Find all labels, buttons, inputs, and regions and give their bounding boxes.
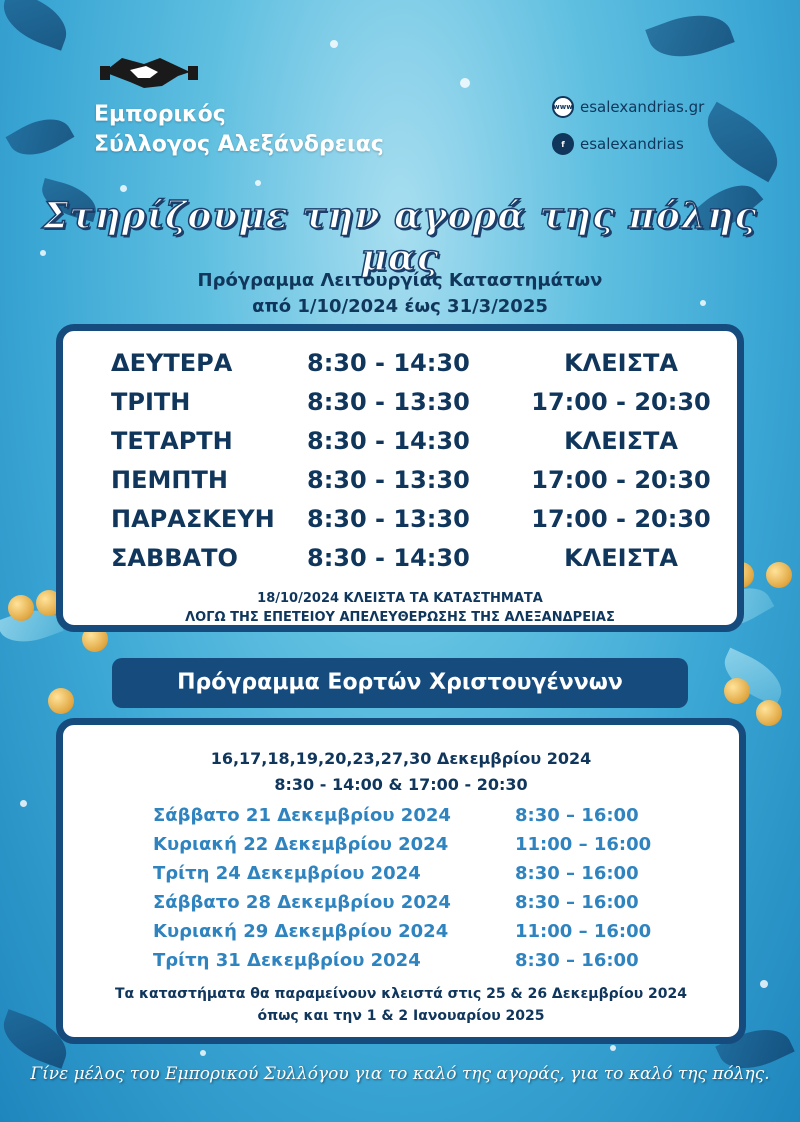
berry-decoration	[756, 700, 782, 726]
special-day-row	[153, 863, 673, 891]
morning-hours: 8:30 - 13:30	[307, 388, 470, 416]
special-day-hours: 11:00 – 16:00	[515, 921, 652, 942]
schedule-row-tuesday	[111, 388, 721, 426]
snowflake	[330, 40, 338, 48]
slogan: Στηρίζουμε την αγορά της πόλης μας	[42, 195, 758, 279]
snowflake	[460, 78, 470, 88]
facebook-icon: f	[552, 133, 574, 155]
snowflake	[200, 1050, 206, 1056]
closure-note-line2: ΛΟΓΩ ΤΗΣ ΕΠΕΤΕΙΟΥ ΑΠΕΛΕΥΘΕΡΩΣΗΣ ΤΗΣ ΑΛΕΞΑΝΔΡΕΙΑΣ	[185, 610, 615, 625]
closure-note-line1: 18/10/2024 ΚΛΕΙΣΤΑ ΤΑ ΚΑΤΑΣΤΗΜΑΤΑ	[257, 591, 543, 606]
schedule-row-friday	[111, 505, 721, 543]
berry-decoration	[8, 595, 34, 621]
day-label: ΣΑΒΒΑΤΟ	[111, 544, 238, 572]
schedule-title	[0, 268, 800, 320]
schedule-row-wednesday	[111, 427, 721, 465]
afternoon-hours: ΚΛΕΙΣΤΑ	[564, 544, 678, 572]
special-day-label: Σάββατο 28 Δεκεμβρίου 2024	[153, 892, 451, 913]
schedule-row-thursday	[111, 466, 721, 504]
special-day-hours: 8:30 – 16:00	[515, 805, 639, 826]
afternoon-hours: ΚΛΕΙΣΤΑ	[564, 349, 678, 377]
afternoon-hours: ΚΛΕΙΣΤΑ	[564, 427, 678, 455]
leaf-decoration	[695, 102, 791, 183]
special-day-label: Τρίτη 31 Δεκεμβρίου 2024	[153, 950, 421, 971]
organization-name	[94, 100, 384, 160]
special-day-hours: 8:30 – 16:00	[515, 863, 639, 884]
footer-tagline: Γίνε μέλος του Εμπορικού Συλλόγου για το καλό της αγοράς, για το καλό της πόλης.	[30, 1064, 770, 1084]
berry-decoration	[766, 562, 792, 588]
special-day-hours: 11:00 – 16:00	[515, 834, 652, 855]
holiday-closure-note	[63, 983, 739, 1027]
closure-note	[63, 589, 737, 627]
snowflake	[20, 800, 27, 807]
holiday-note-line2: όπως και την 1 & 2 Ιανουαρίου 2025	[257, 1008, 545, 1024]
facebook-text: esalexandrias	[580, 135, 684, 153]
christmas-dates: 16,17,18,19,20,23,27,30 Δεκεμβρίου 2024	[210, 749, 592, 768]
leaf-decoration	[0, 0, 75, 51]
day-label: ΔΕΥΤΕΡΑ	[111, 349, 233, 377]
christmas-hours: 8:30 - 14:00 & 17:00 - 20:30	[274, 775, 528, 794]
berry-decoration	[48, 688, 74, 714]
day-label: ΠΑΡΑΣΚΕΥΗ	[111, 505, 275, 533]
morning-hours: 8:30 - 13:30	[307, 466, 470, 494]
morning-hours: 8:30 - 13:30	[307, 505, 470, 533]
special-day-row	[153, 834, 673, 862]
special-day-label: Τρίτη 24 Δεκεμβρίου 2024	[153, 863, 421, 884]
afternoon-hours: 17:00 - 20:30	[531, 466, 711, 494]
leaf-decoration	[6, 107, 75, 166]
morning-hours: 8:30 - 14:30	[307, 349, 470, 377]
morning-hours: 8:30 - 14:30	[307, 427, 470, 455]
berry-decoration	[724, 678, 750, 704]
schedule-row-saturday	[111, 544, 721, 582]
special-day-row	[153, 805, 673, 833]
snowflake	[610, 1045, 616, 1051]
special-day-row	[153, 950, 673, 978]
schedule-row-monday	[111, 349, 721, 387]
special-day-label: Σάββατο 21 Δεκεμβρίου 2024	[153, 805, 451, 826]
special-day-hours: 8:30 – 16:00	[515, 892, 639, 913]
schedule-title-text: Πρόγραμμα Λειτουργίας Καταστημάτων	[197, 270, 603, 291]
special-day-label: Κυριακή 22 Δεκεμβρίου 2024	[153, 834, 449, 855]
snowflake	[255, 180, 261, 186]
day-label: ΤΡΙΤΗ	[111, 388, 191, 416]
facebook-link[interactable]	[552, 133, 684, 155]
snowflake	[760, 980, 768, 988]
weekly-schedule-box	[56, 324, 744, 632]
day-label: ΤΕΤΑΡΤΗ	[111, 427, 233, 455]
leaf-decoration	[645, 3, 735, 70]
day-label: ΠΕΜΠΤΗ	[111, 466, 228, 494]
christmas-schedule-box	[56, 718, 746, 1044]
web-icon: www	[552, 96, 574, 118]
org-name-line2: Σύλλογος Αλεξάνδρειας	[94, 132, 384, 157]
handshake-logo-icon	[100, 52, 198, 90]
holiday-note-line1: Τα καταστήματα θα παραμείνουν κλειστά στις 25 & 26 Δεκεμβρίου 2024	[114, 986, 688, 1002]
morning-hours: 8:30 - 14:30	[307, 544, 470, 572]
afternoon-hours: 17:00 - 20:30	[531, 388, 711, 416]
schedule-period: από 1/10/2024 έως 31/3/2025	[252, 296, 548, 317]
snowflake	[120, 185, 127, 192]
website-text: esalexandrias.gr	[580, 98, 705, 116]
org-name-line1: Εμπορικός	[94, 102, 226, 127]
special-day-row	[153, 921, 673, 949]
special-day-hours: 8:30 – 16:00	[515, 950, 639, 971]
afternoon-hours: 17:00 - 20:30	[531, 505, 711, 533]
special-day-row	[153, 892, 673, 920]
christmas-banner: Πρόγραμμα Εορτών Χριστουγέννων	[112, 658, 688, 708]
website-link[interactable]	[552, 96, 704, 118]
special-day-label: Κυριακή 29 Δεκεμβρίου 2024	[153, 921, 449, 942]
